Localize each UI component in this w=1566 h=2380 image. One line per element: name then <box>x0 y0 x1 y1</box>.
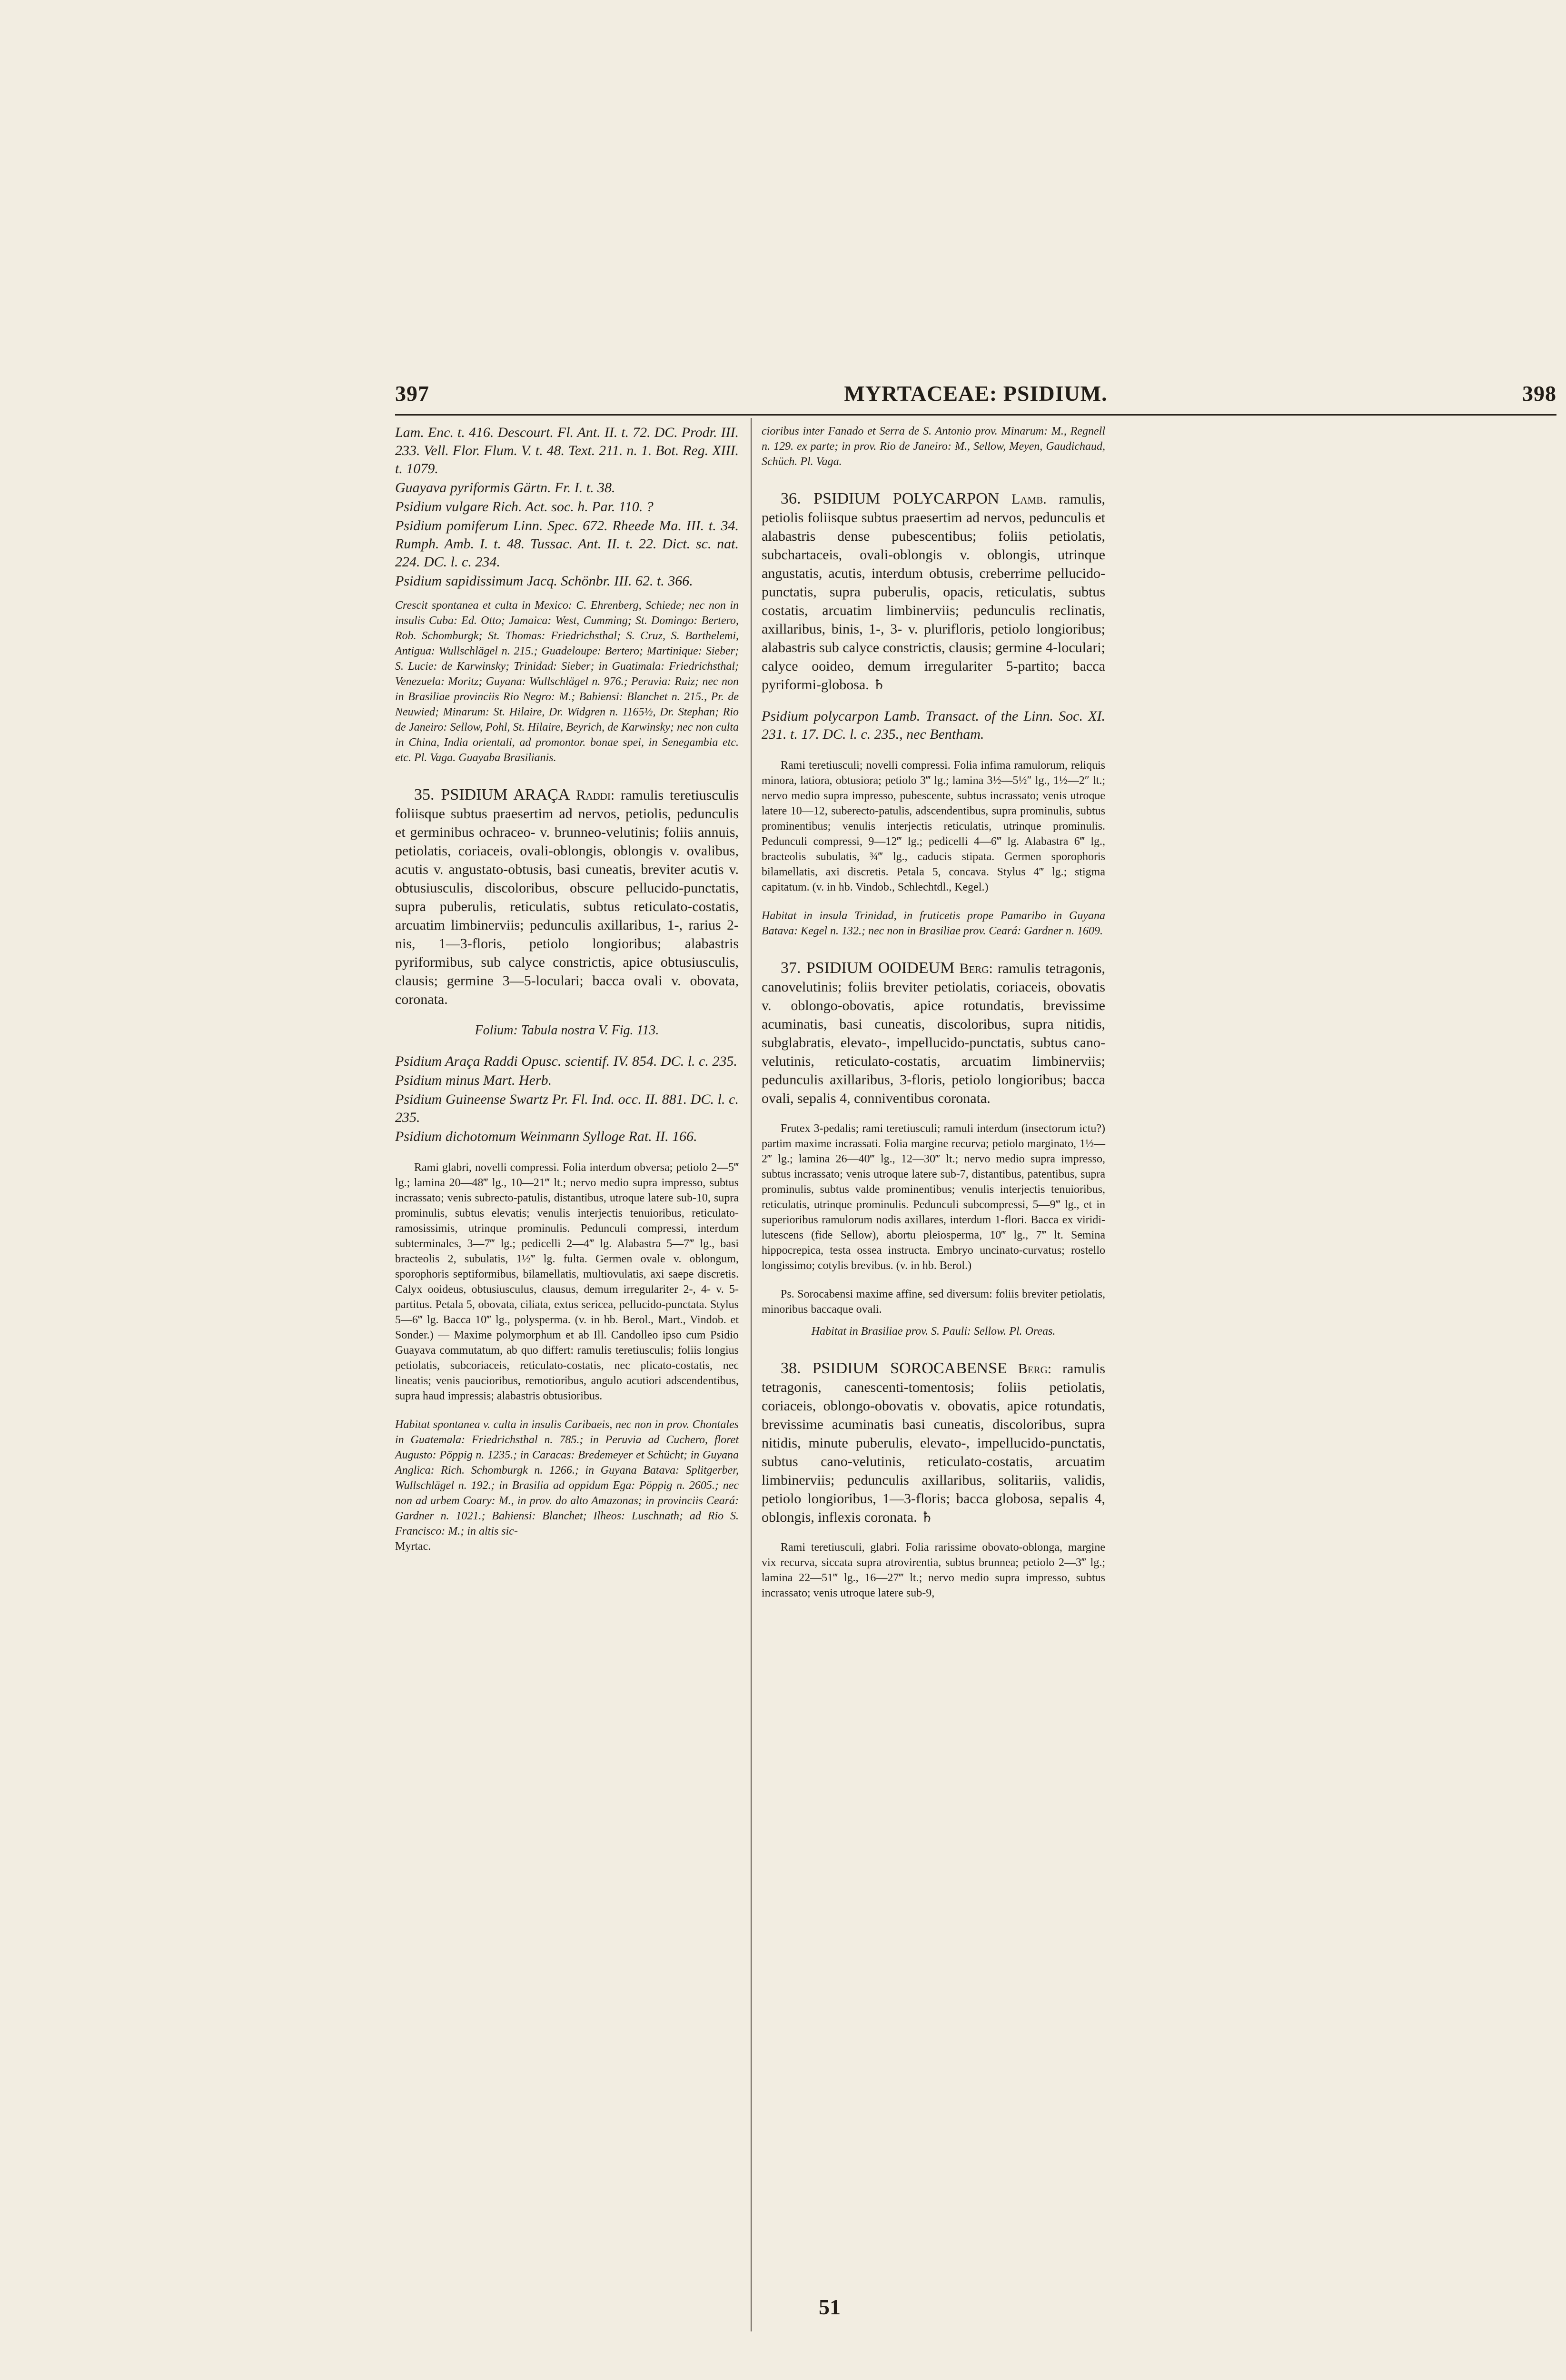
signature-mark: Myrtac. <box>395 1540 431 1553</box>
synonym-reference: Psidium Araça Raddi Opusc. scientif. IV. 854. DC. l. c. 235. <box>395 1053 737 1069</box>
species-36-author: Lamb. <box>1011 491 1047 507</box>
species-35-habitat: Habitat spontanea v. culta in insulis Caribaeis, nec non in prov. Chontales in Guatemala: Friedrichsthal n. 785.; in Peruvia ad Cuchero, floret Augusto: Pöppig n. 1235.; in Caracas: Bredemeyer et Schücht; in Guyana Anglica: Rich. Schomburgk n. 1266.; in Guyana Batava: Splitgerber, Wullschlägel n. 192.; in Brasilia ad oppidum Ega: Pöppig n. 2605.; nec non ad urbem Coary: M., in prov. do alto Amazonas; in provinciis Ceará: Gardner n. 1021.; Bahiensi: Blanchet; Ilheos: Luschnath; ad Rio S. Francisco: M.; in altis sic- <box>395 1418 739 1537</box>
page-number-left: 397 <box>395 381 429 406</box>
running-title: MYRTACEAE: PSIDIUM. <box>844 381 1108 406</box>
synonym-reference: Psidium dichotomum Weinmann Sylloge Rat. II. 166. <box>395 1129 697 1144</box>
species-35-name: 35. PSIDIUM ARAÇA <box>414 786 570 803</box>
species-38-diagnosis <box>762 1359 1105 1527</box>
column-divider <box>751 418 752 2331</box>
reference-line: Lam. Enc. t. 416. Descourt. Fl. Ant. II. t. 72. DC. Prodr. III. 233. Vell. Flor. Flum. V. t. 48. Text. 211. n. 1. Bot. Reg. XIII. t. 1079. <box>395 425 739 476</box>
species-35-author: Raddi <box>576 787 611 803</box>
species-37-habitat: Habitat in Brasiliae prov. S. Pauli: Sellow. Pl. Oreas. <box>811 1325 1056 1338</box>
species-37-name: 37. PSIDIUM OOIDEUM <box>781 959 955 977</box>
species-36-description: Rami teretiusculi; novelli compressi. Folia infima ramulorum, reliquis minora, latiora, obtusiora; petiolo 3‴ lg.; lamina 3½—5½″ lg., 1½—2″ lt.; nervo medio supra impresso, pubescente, subtus incrassato; venis utroque latere 10—12, suberecto-patulis, adscendentibus, supra prominulis, subtus prominentibus; venulis interjectis reticulatis, utrinque prominulis. Pedunculi compressi, 9—12‴ lg.; pedicelli 4—6‴ lg. Alabastra 6‴ lg., bracteolis subulatis, ¾‴ lg., caducis stipata. Germen sporophoris bilamellatis, axi discretis. Petala 5, concava. Stylus 4‴ lg.; stigma capitatum. (v. in hb. Vindob., Schlechtdl., Kegel.) <box>762 759 1105 893</box>
signature-number: 51 <box>819 2295 841 2319</box>
species-37-author: Berg <box>959 961 989 976</box>
right-column <box>762 424 1105 1601</box>
synonym-reference: Psidium Guineense Swartz Pr. Fl. Ind. occ. II. 881. DC. l. c. 235. <box>395 1091 739 1125</box>
species-36-reference: Psidium polycarpon Lamb. Transact. of the Linn. Soc. XI. 231. t. 17. DC. l. c. 235., nec Bentham. <box>762 708 1105 742</box>
reference-line: Psidium sapidissimum Jacq. Schönbr. III. 62. t. 366. <box>395 573 693 589</box>
species-37-diagnosis <box>762 959 1105 1108</box>
species-37-diagnosis-text: : ramulis tetragonis, canovelutinis; foliis breviter petiolatis, coriaceis, obovatis v. oblongo-obovatis, apice rotundatis, brevissime acuminatis, basi cuneatis, discoloribus, supra nitidis, subglabratis, elevato-, impellucido-punctatis, subtus cano-velutinis, reticulato-costatis, arcuatim limbinerviis; pedunculis axillaribus, 3-floris, petiolo longioribus; bacca ovali, sepalis 4, conniventibus coronata. <box>762 961 1105 1106</box>
species-38-author: Berg <box>1018 1361 1048 1377</box>
habitat-paragraph: Crescit spontanea et culta in Mexico: C. Ehrenberg, Schiede; nec non in insulis Cuba: Ed. Otto; Jamaica: West, Cumming; St. Domingo: Bertero, Rob. Schomburgk; St. Thomas: Friedrichsthal; S. Cruz, S. Barthelemi, Antigua: Wullschlägel n. 215.; Guadeloupe: Bertero; Martinique: Sieber; S. Lucie: de Karwinsky; Trinidad: Sieber; in Guatimala: Friedrichsthal; Venezuela: Moritz; Guyana: Wullschlägel n. 976.; Peruvia: Ruiz; nec non in Brasiliae provinciis Rio Negro: M.; Bahiensi: Blanchet n. 215., Pr. de Neuwied; Minarum: St. Hilaire, Dr. Widgren n. 1165½, Dr. Stephan; Rio de Janeiro: Sellow, Pohl, St. Hilaire, Beyrich, de Karwinsky; nec non culta in China, India orientali, ad promontor. bonae spei, in Senegambia etc. etc. Pl. Vaga. Guayaba Brasilianis. <box>395 599 739 764</box>
species-36-diagnosis-text: ramulis, petiolis foliisque subtus praesertim ad nervos, pedunculis et alabastris dense pubescentibus; foliis petiolatis, subchartaceis, ovali-oblongis v. oblongis, utrinque angustatis, acutis, interdum obtusis, creberrime pellucido-punctatis, supra puberulis, opacis, reticulatis, subtus costatis, arcuatim limbinerviis; pedunculis reclinatis, axillaribus, binis, 1-, 3- v. plurifloris, petiolo longioribus; alabastris sub calyce constrictis, clausis; germine 4-loculari; calyce ooideo, demum irregulariter 5-partito; bacca pyriformi-globosa. ♄ <box>762 491 1105 693</box>
species-36-name: 36. PSIDIUM POLYCARPON <box>781 490 1000 507</box>
header-rule <box>395 414 1556 416</box>
reference-line: Psidium pomiferum Linn. Spec. 672. Rheede Ma. III. t. 34. Rumph. Amb. I. t. 48. Tussac. Ant. II. t. 22. Dict. sc. nat. 224. DC. l. c. 234. <box>395 518 739 570</box>
species-37-description: Frutex 3-pedalis; rami teretiusculi; ramuli interdum (insectorum ictu?) partim maxime incrassati. Folia margine recurva; petiolo marginato, 1½—2‴ lg.; lamina 26—40‴ lg., 12—30‴ lt.; nervo medio supra impresso, subtus incrassato; venis utroque latere sub-7, distantibus, patentibus, supra prominulis, subtus valde prominentibus; venulis interjectis tenuioribus, reticulatis, utrinque prominulis. Pedunculi subcompressi, 5—9‴ lg., et in superioribus ramulorum nodis axillares, interdum 1-flori. Bacca ex viridi-lutescens (fide Sellow), abortu pleiosperma, 10‴ lg., 7‴ lt. Semina hippocrepica, testa ossea instructa. Embryo uncinato-curvatus; rostello longissimo; cotylis brevibus. (v. in hb. Berol.) <box>762 1122 1105 1272</box>
species-35-diagnosis <box>395 785 739 1009</box>
species-38-name: 38. PSIDIUM SOROCABENSE <box>781 1359 1007 1377</box>
reference-line: Guayava pyriformis Gärtn. Fr. I. t. 38. <box>395 480 615 496</box>
species-36-habitat: Habitat in insula Trinidad, in fruticetis prope Pamaribo in Guyana Batava: Kegel n. 132.; nec non in Brasiliae prov. Ceará: Gardner n. 1609. <box>762 910 1105 937</box>
synonym-reference: Psidium minus Mart. Herb. <box>395 1072 552 1088</box>
species-35-diagnosis-text: : ramulis teretiusculis foliisque subtus praesertim ad nervos, petiolis, pedunculis et germinibus ochraceo- v. brunneo-velutinis; foliis annuis, petiolatis, coriaceis, ovali-oblongis, oblongis v. ovalibus, acutis v. angustato-obtusis, basi cuneatis, breviter acutis v. obtusiusculis, discoloribus, obscure pellucido-punctatis, supra puberulis, reticulatis, subtus reticulato-costatis, arcuatim limbinerviis; pedunculis axillaribus, 1-, rarius 2-nis, 1—3-floris, petiolo longioribus; alabastris pyriformibus, sub calyce constrictis, apice obtusiusculis, clausis; germine 3—5-loculari; bacca ovali v. obovata, coronata. <box>395 787 739 1007</box>
species-38-diagnosis-text: : ramulis tetragonis, canescenti-tomentosis; foliis petiolatis, coriaceis, oblongo-obovatis v. obovatis, apice rotundatis, brevissime acuminatis basi cuneatis, discoloribus, supra nitidis, minute puberulis, elevato-, impellucido-punctatis, subtus cano-velutinis, reticulato-costatis, arcuatim limbinerviis; pedunculis axillaribus, solitariis, validis, petiolo longioribus, 1—3-floris; bacca globosa, sepalis 4, oblongis, inflexis coronata. ♄ <box>762 1361 1105 1525</box>
habitat-continuation: cioribus inter Fanado et Serra de S. Antonio prov. Minarum: M., Regnell n. 129. ex parte; in prov. Rio de Janeiro: M., Sellow, Meyen, Gaudichaud, Schüch. Pl. Vaga. <box>762 425 1105 468</box>
reference-line: Psidium vulgare Rich. Act. soc. h. Par. 110. ? <box>395 499 654 515</box>
folium-reference: Folium: Tabula nostra V. Fig. 113. <box>475 1023 659 1038</box>
running-header <box>395 381 1556 409</box>
species-38-description: Rami teretiusculi, glabri. Folia rarissime obovato-oblonga, margine vix recurva, siccata supra atrovirentia, subtus brunnea; petiolo 2—3‴ lg.; lamina 22—51‴ lg., 16—27‴ lt.; nervo medio supra impresso, subtus incrassato; venis utroque latere sub-9, <box>762 1541 1105 1599</box>
species-37-note: Ps. Sorocabensi maxime affine, sed diversum: foliis breviter petiolatis, minoribus baccaque ovali. <box>762 1288 1105 1316</box>
species-36-diagnosis <box>762 489 1105 694</box>
species-35-description: Rami glabri, novelli compressi. Folia interdum obversa; petiolo 2—5‴ lg.; lamina 20—48‴ lg., 10—21‴ lt.; nervo medio supra impresso, subtus incrassato; venis subrecto-patulis, distantibus, utroque latere sub-10, supra prominulis, subtus elevatis; venulis interjectis tenuioribus, reticulato-ramosissimis, utrinque prominulis. Pedunculi compressi, interdum subterminales, 3—7‴ lg.; pedicelli 2—4‴ lg. Alabastra 5—7‴ lg., basi bracteolis 2, subulatis, 1½‴ lg. fulta. Germen ovale v. oblongum, sporophoris septiformibus, bilamellatis, multiovulatis, axi saepe discretis. Calyx ooideus, obtusiusculus, clausus, demum irregulariter 2-, 4- v. 5-partitus. Petala 5, obovata, ciliata, extus sericea, pellucido-punctata. Stylus 5—6‴ lg. Bacca 10‴ lg., polysperma. (v. in hb. Berol., Mart., Vindob. et Sonder.) — Maxime polymorphum et ab Ill. Candolleo ipso cum Psidio Guayava commutatum, ab quo differt: ramulis teretiusculis; foliis longius petiolatis, subcoriaceis, reticulato-costatis, nec plicato-costatis, nec lineatis; venis paucioribus, remotioribus, angulo acutiori adscendentibus, supra haud impressis; alabastris obtusioribus. <box>395 1161 739 1402</box>
page-number-right: 398 <box>1522 381 1556 406</box>
left-column <box>395 424 739 1554</box>
